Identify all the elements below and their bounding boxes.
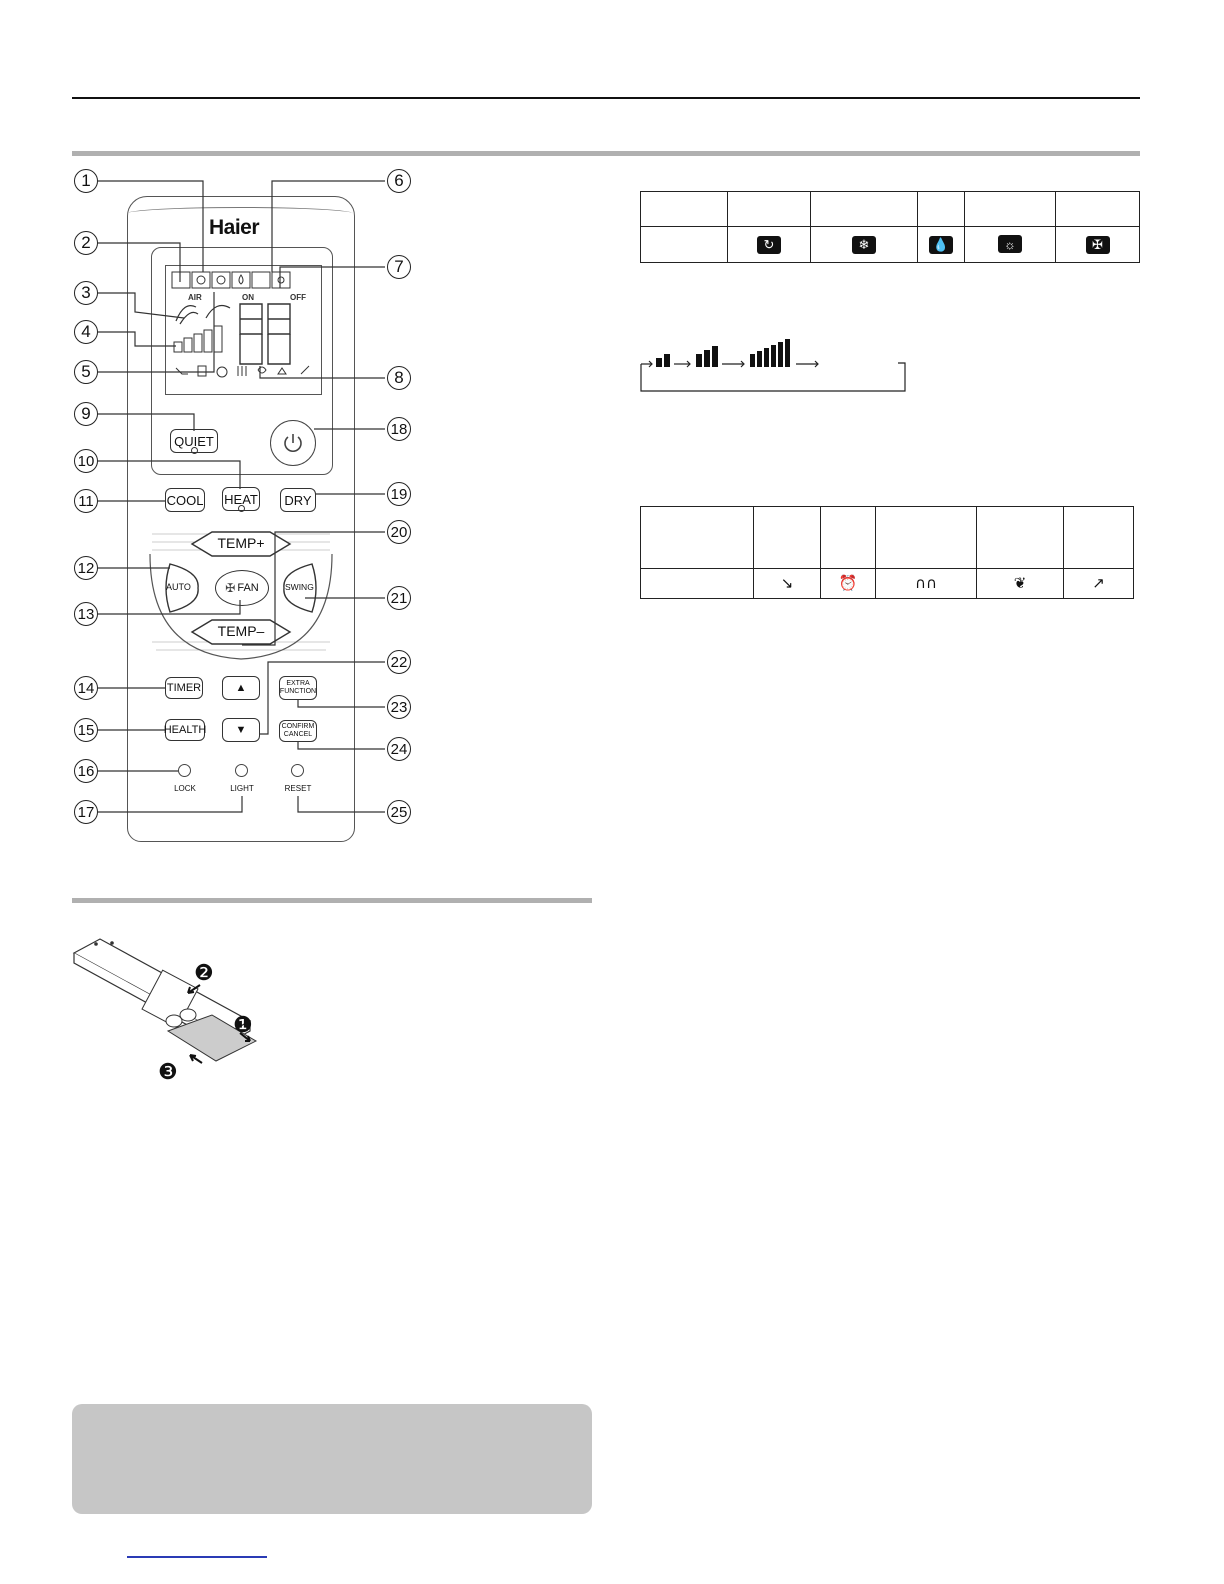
triangle-up-icon: ▲ xyxy=(235,682,247,694)
auto-label: AUTO xyxy=(166,582,191,592)
extra-label-2: FUNCTION xyxy=(279,688,317,695)
fan-label: FAN xyxy=(237,582,259,594)
svg-text:OFF: OFF xyxy=(290,293,306,302)
function-table-header-row xyxy=(641,507,1134,569)
mode-table xyxy=(640,191,1140,263)
health-button[interactable]: HEALTH xyxy=(165,719,205,741)
battery-step-3: ❸ xyxy=(158,1059,178,1084)
mode-header-cell xyxy=(641,192,728,227)
auto-mode-icon: ↻ xyxy=(757,236,781,254)
callout-10: 10 xyxy=(74,449,98,473)
mode-header-cell xyxy=(811,192,918,227)
callout-23: 23 xyxy=(387,695,411,719)
callout-19: 19 xyxy=(387,482,411,506)
callout-13: 13 xyxy=(74,602,98,626)
confirm-label-1: CONFIRM xyxy=(281,723,315,730)
callout-17: 17 xyxy=(74,800,98,824)
swing-label: SWING xyxy=(285,582,314,592)
mode-header-cell xyxy=(728,192,811,227)
callout-22: 22 xyxy=(387,650,411,674)
fan-mode-icon: ✠ xyxy=(1086,236,1110,254)
callout-3: 3 xyxy=(74,281,98,305)
callout-24: 24 xyxy=(387,737,411,761)
fan-speed-sequence xyxy=(640,338,906,392)
timer-button[interactable]: TIMER xyxy=(165,677,203,699)
heater-icon: ∩∩ xyxy=(915,574,937,592)
fan-icon: ✠ xyxy=(225,581,236,595)
lock-label: LOCK xyxy=(174,784,196,793)
dry-mode-icon: 💧 xyxy=(929,236,953,254)
callout-11: 11 xyxy=(74,489,98,513)
svg-text:ON: ON xyxy=(242,293,254,302)
heat-mode-icon: ☼ xyxy=(998,235,1022,253)
svg-text:AIR: AIR xyxy=(188,293,202,302)
callout-5: 5 xyxy=(74,360,98,384)
callout-1: 1 xyxy=(74,169,98,193)
callout-7: 7 xyxy=(387,255,411,279)
mode-header-cell xyxy=(1056,192,1140,227)
callout-15: 15 xyxy=(74,718,98,742)
callout-9: 9 xyxy=(74,402,98,426)
mode-label-cell xyxy=(641,227,728,263)
temp-minus-label: TEMP– xyxy=(217,623,265,639)
quiet-button[interactable]: QUIET xyxy=(170,429,218,453)
function-table xyxy=(640,506,1134,599)
battery-step-2: ❷ xyxy=(194,960,214,985)
callout-25: 25 xyxy=(387,800,411,824)
callout-20: 20 xyxy=(387,520,411,544)
confirm-label-2: CANCEL xyxy=(283,731,313,738)
callout-18: 18 xyxy=(387,417,411,441)
callout-12: 12 xyxy=(74,556,98,580)
reset-label: RESET xyxy=(284,784,312,793)
callout-14: 14 xyxy=(74,676,98,700)
note-panel xyxy=(72,1404,592,1514)
callout-6: 6 xyxy=(387,169,411,193)
battery-step-1: ❶ xyxy=(233,1012,253,1037)
brand-logo: Haier xyxy=(209,216,260,239)
function-table-icon-row xyxy=(641,569,1134,599)
callout-8: 8 xyxy=(387,366,411,390)
mode-header-cell xyxy=(918,192,965,227)
cool-mode-icon: ❄ xyxy=(852,236,876,254)
callout-16: 16 xyxy=(74,759,98,783)
footer-link-underline[interactable] xyxy=(127,1556,267,1558)
callout-21: 21 xyxy=(387,586,411,610)
temp-plus-label: TEMP+ xyxy=(217,535,265,551)
mode-table-header-row xyxy=(641,192,1140,227)
health-leaf-icon: ❦ xyxy=(1013,575,1027,592)
swing-icon: ↗ xyxy=(1092,575,1105,592)
callout-4: 4 xyxy=(74,320,98,344)
extra-label-1: EXTRA xyxy=(286,680,310,687)
triangle-down-icon: ▼ xyxy=(235,724,247,736)
heat-button[interactable]: HEAT xyxy=(222,487,260,511)
dry-button[interactable]: DRY xyxy=(280,488,316,512)
mode-header-cell xyxy=(965,192,1056,227)
callout-2: 2 xyxy=(74,231,98,255)
sleep-icon: ↘ xyxy=(780,575,794,592)
cool-button[interactable]: COOL xyxy=(165,488,205,512)
light-label: LIGHT xyxy=(230,784,254,793)
mode-table-icon-row xyxy=(641,227,1140,263)
timer-clock-icon: ⏰ xyxy=(838,575,858,592)
